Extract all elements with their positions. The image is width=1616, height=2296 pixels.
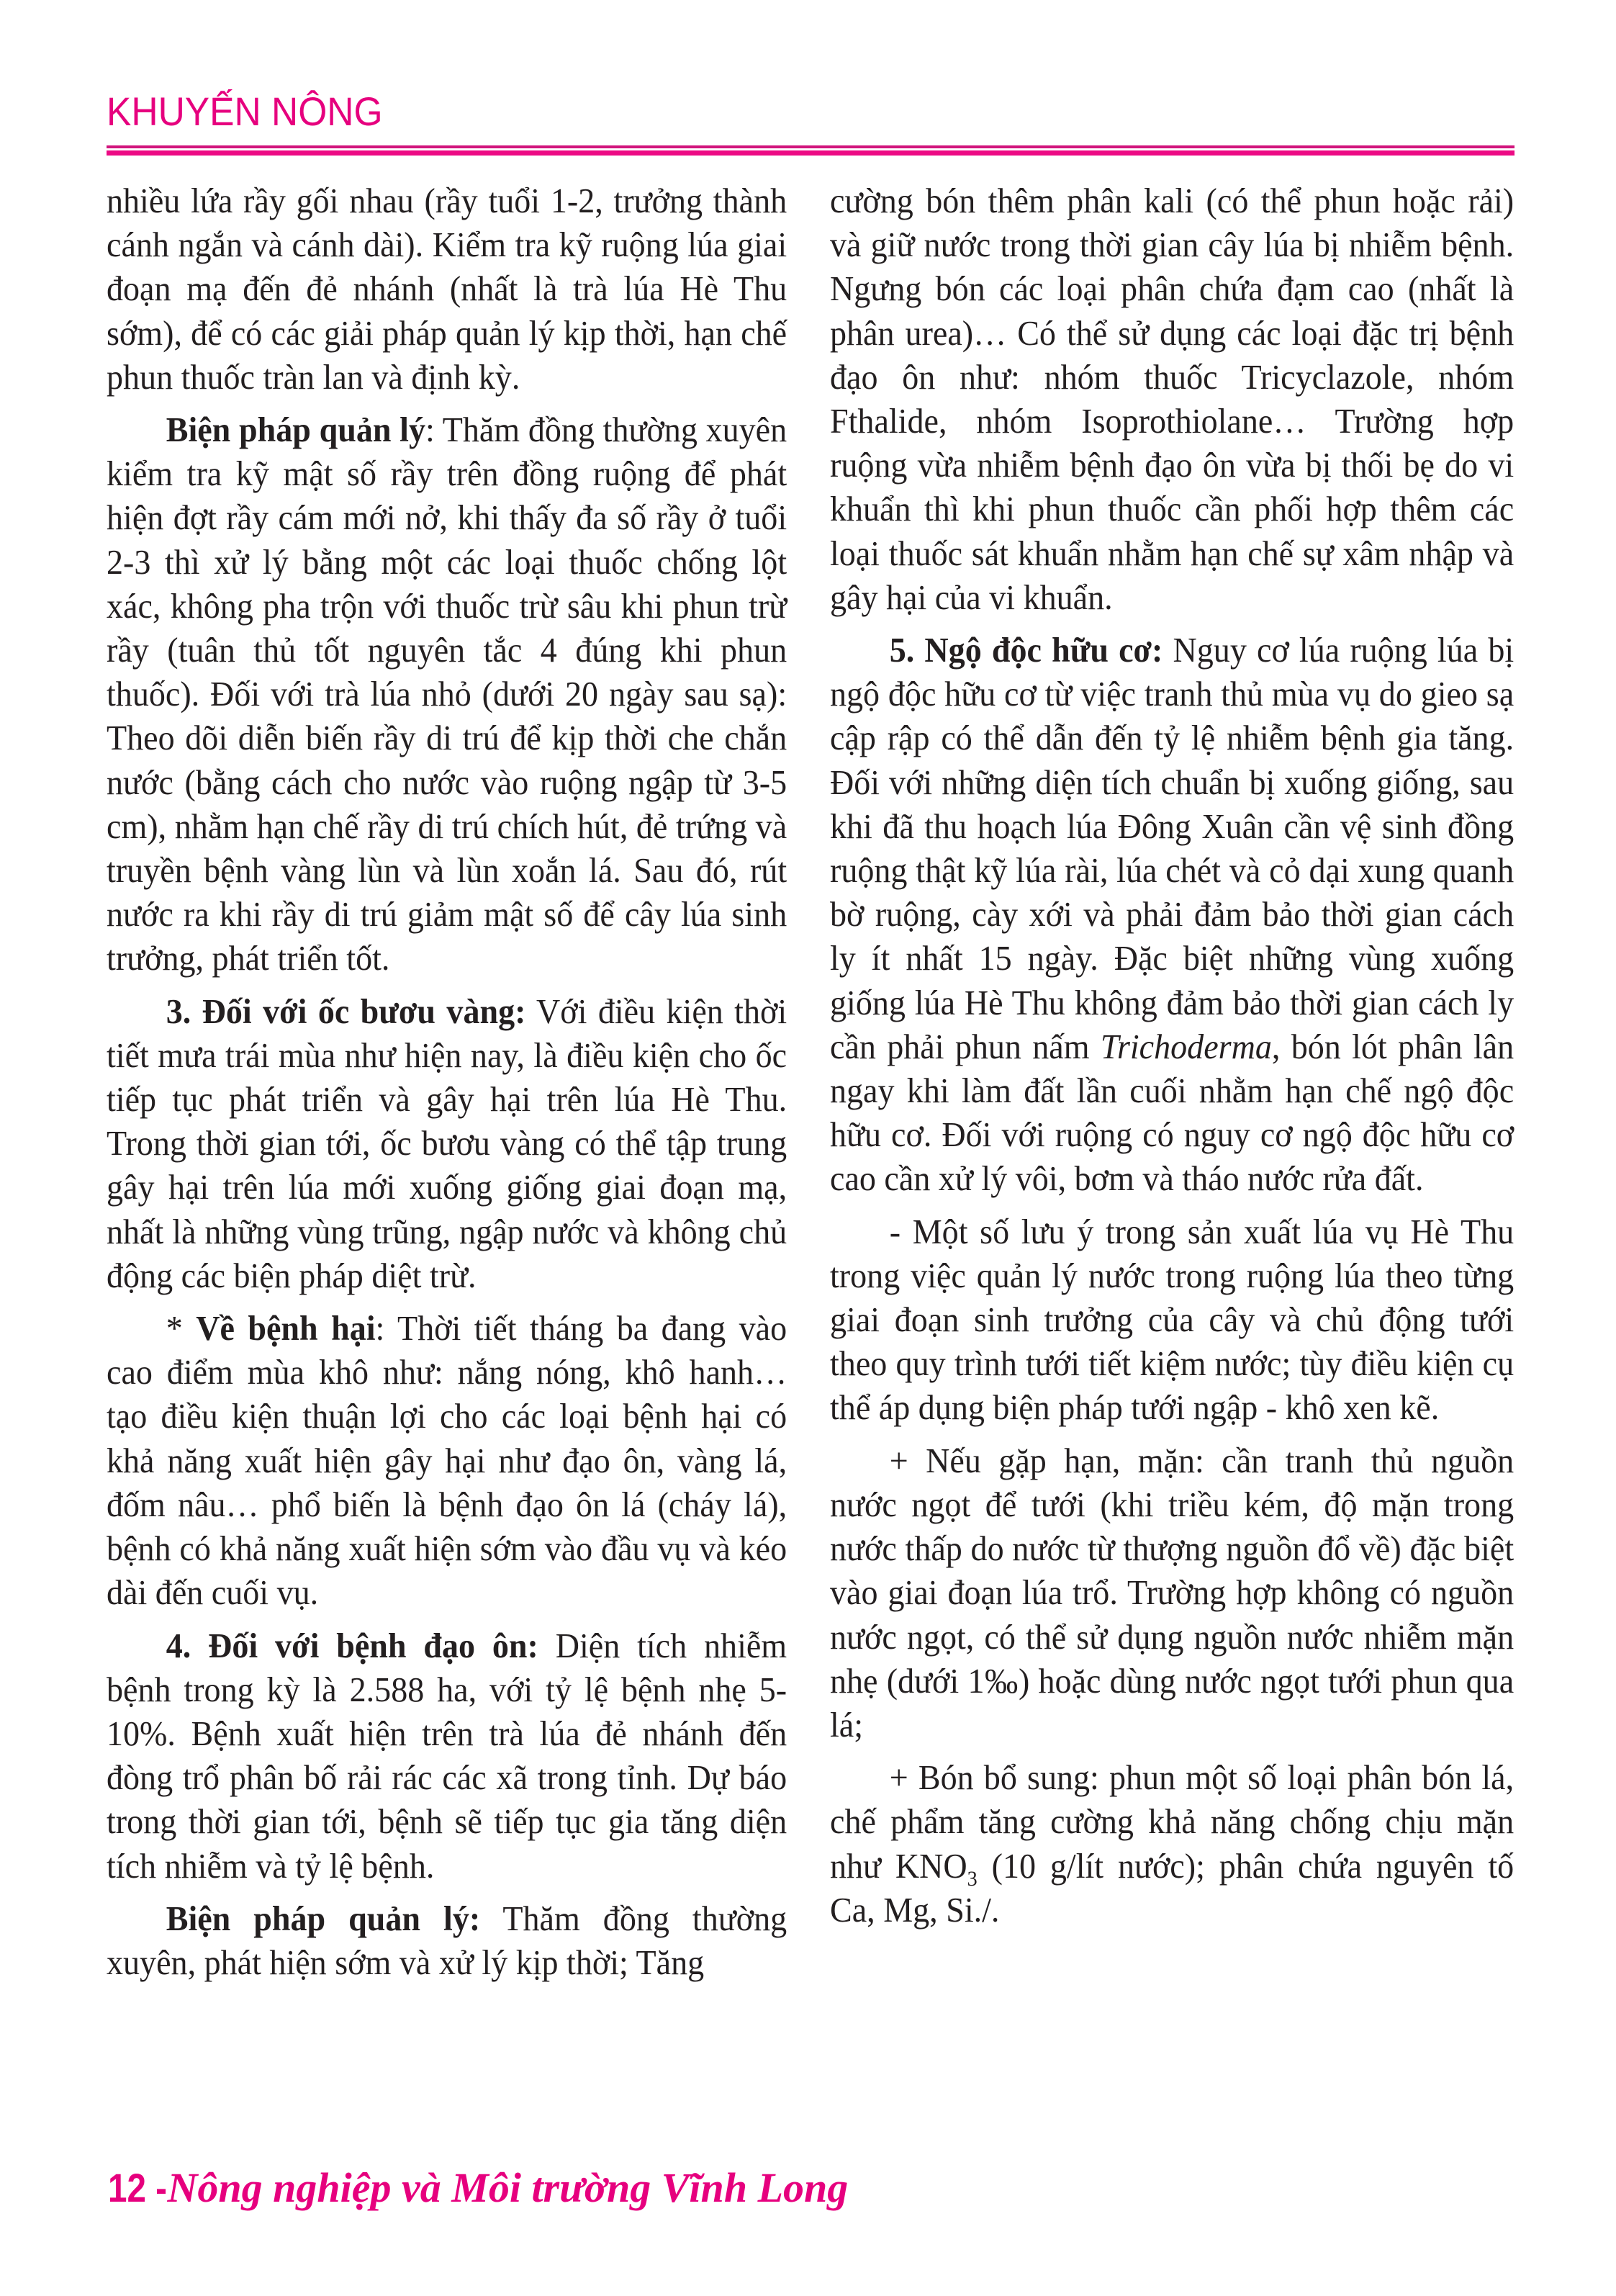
paragraph-lead: Biện pháp quản lý: [166, 410, 426, 450]
paragraph-organic-poisoning: [830, 628, 1514, 1201]
paragraph-golden-snail: [107, 989, 787, 1297]
paragraph-body: Nguy cơ lúa ruộng lúa bị ngộ độc hữu cơ từ việc tranh thủ mùa vụ do gieo sạ cập rập có thể dẫn đến tỷ lệ nhiễm bệnh gia tăng. Đối với những diện tích chuẩn bị xuống giống, sau khi đã thu hoạch lúa Đông Xuân cần vệ sinh đồng ruộng thật kỹ lúa rài, lúa chét và cỏ dại xung quanh bờ ruộng, cày xới và phải đảm bảo thời gian cách ly ít nhất 15 ngày. Đặc biệt những vùng xuống giống lúa Hè Thu không đảm bảo thời gian cách ly cần phải phun nấm: [830, 630, 1515, 1066]
paragraph-body: (10 g/lít nước); phân chứa nguyên tố Ca, Mg, Si./.: [830, 1845, 1515, 1930]
paragraph-body: Diện tích nhiễm bệnh trong kỳ là 2.588 ha, với tỷ lệ bệnh nhẹ 5-10%. Bệnh xuất hiện trên trà lúa đẻ nhánh đến đòng trổ phân bố rải rác các xã trong tỉnh. Dự báo trong thời gian tới, bệnh sẽ tiếp tục gia tăng diện tích nhiễm và tỷ lệ bệnh.: [107, 1625, 787, 1886]
magazine-title: Nông nghiệp và Môi trường Vĩnh Long: [167, 2164, 849, 2211]
paragraph-fertilizer: [830, 1755, 1514, 1932]
header-rule-thin: [107, 145, 1515, 148]
paragraph-blast-management: [107, 1896, 787, 1984]
left-column: [107, 179, 787, 1993]
paragraph-lead: 5. Ngộ độc hữu cơ:: [889, 630, 1163, 670]
paragraph-body: Với điều kiện thời tiết mưa trái mùa như hiện nay, là điều kiện cho ốc tiếp tục phát triển và gây hại trên lúa Hè Thu. Trong thời gian tới, ốc bươu vàng có thể tập trung gây hại trên lúa mới xuống giống giai đoạn mạ, nhất là những vùng trũng, ngập nước và không chủ động các biện pháp diệt trừ.: [107, 991, 787, 1295]
paragraph: cường bón thêm phân kali (có thể phun hoặc rải) và giữ nước trong thời gian cây lúa bị nhiễm bệnh. Ngưng bón các loại phân chứa đạm cao (nhất là phân urea)… Có thể sử dụng các loại đặc trị bệnh đạo ôn như: nhóm thuốc Tricyclazole, nhóm Fthalide, nhóm Isoprothiolane… Trường hợp ruộng vừa nhiễm bệnh đạo ôn vừa bị thối bẹ do vi khuẩn thì khi phun thuốc cần phối hợp thêm các loại thuốc sát khuẩn nhằm hạn chế sự xâm nhập và gây hại của vi khuẩn.: [830, 181, 1515, 617]
paragraph-drought-salinity: + Nếu gặp hạn, mặn: cần tranh thủ nguồn nước ngọt để tưới (khi triều kém, độ mặn trong nước thấp do nước từ thượng nguồn đổ về) đặc biệt vào giai đoạn lúa trổ. Trường hợp không có nguồn nước ngọt, có thể sử dụng nguồn nước nhiễm mặn nhẹ (dưới 1‰) hoặc dùng nước ngọt tưới phun qua lá;: [830, 1440, 1515, 1744]
right-column: [830, 179, 1514, 1940]
paragraph-diseases: [107, 1306, 787, 1614]
paragraph-lead: 3. Đối với ốc bươu vàng:: [166, 991, 526, 1031]
paragraph-body: + Bón bổ sung: phun một số loại phân bón lá, chế phẩm tăng cường khả năng chống chịu mặn như KNO: [830, 1757, 1515, 1886]
paragraph-body: , bón lót phân lân ngay khi làm đất lần cuối nhằm hạn chế ngộ độc hữu cơ. Đối với ruộng có nguy cơ ngộ độc hữu cơ cao cần xử lý vôi, bơm và tháo nước rửa đất.: [830, 1026, 1515, 1199]
page-footer: [108, 2164, 848, 2212]
page-number: 12 -: [108, 2165, 168, 2210]
paragraph-lead: Về bệnh hại: [196, 1308, 376, 1349]
paragraph-lead: Biện pháp quản lý:: [166, 1898, 481, 1938]
subscript: 3: [967, 1866, 978, 1891]
paragraph-body: Thăm đồng thường xuyên, phát hiện sớm và xử lý kịp thời; Tăng: [107, 1898, 787, 1982]
paragraph-prefix: *: [166, 1308, 197, 1349]
paragraph-blast-disease: [107, 1624, 787, 1888]
paragraph-body: : Thời tiết tháng ba đang vào cao điểm mùa khô như: nắng nóng, khô hanh… tạo điều kiện thuận lợi cho các loại bệnh hại có khả năng xuất hiện gây hại như đạo ôn, vàng lá, đốm nâu… phổ biến là bệnh đạo ôn lá (cháy lá), bệnh có khả năng xuất hiện sớm vào đầu vụ và kéo dài đến cuối vụ.: [107, 1308, 787, 1613]
species-name: Trichoderma: [1100, 1026, 1272, 1066]
paragraph: nhiều lứa rầy gối nhau (rầy tuổi 1-2, trưởng thành cánh ngắn và cánh dài). Kiểm tra kỹ ruộng lúa giai đoạn mạ đến đẻ nhánh (nhất là trà lúa Hè Thu sớm), để có các giải pháp quản lý kịp thời, hạn chế phun thuốc tràn lan và định kỳ.: [107, 181, 787, 397]
header-rule-thick: [107, 150, 1515, 156]
paragraph-water-notes: - Một số lưu ý trong sản xuất lúa vụ Hè Thu trong việc quản lý nước trong ruộng lúa theo từng giai đoạn sinh trưởng của cây và chủ động tưới theo quy trình tưới tiết kiệm nước; tùy điều kiện cụ thể áp dụng biện pháp tưới ngập - khô xen kẽ.: [830, 1211, 1515, 1428]
paragraph-management: [107, 408, 787, 981]
paragraph-body: : Thăm đồng thường xuyên kiểm tra kỹ mật số rầy trên đồng ruộng để phát hiện đợt rầy cám mới nở, khi thấy đa số rầy ở tuổi 2-3 thì xử lý bằng một các loại thuốc chống lột xác, không pha trộn với thuốc trừ sâu khi phun trừ rầy (tuân thủ tốt nguyên tắc 4 đúng khi phun thuốc). Đối với trà lúa nhỏ (dưới 20 ngày sau sạ): Theo dõi diễn biến rầy di trú để kịp thời che chắn nước (bằng cách cho nước vào ruộng ngập từ 3-5 cm), nhằm hạn chế rầy di trú chích hút, đẻ trứng và truyền bệnh vàng lùn và lùn xoắn lá. Sau đó, rút nước ra khi rầy di trú giảm mật số để cây lúa sinh trưởng, phát triển tốt.: [107, 410, 787, 978]
paragraph-lead: 4. Đối với bệnh đạo ôn:: [166, 1625, 538, 1665]
section-title: KHUYẾN NÔNG: [107, 89, 383, 134]
